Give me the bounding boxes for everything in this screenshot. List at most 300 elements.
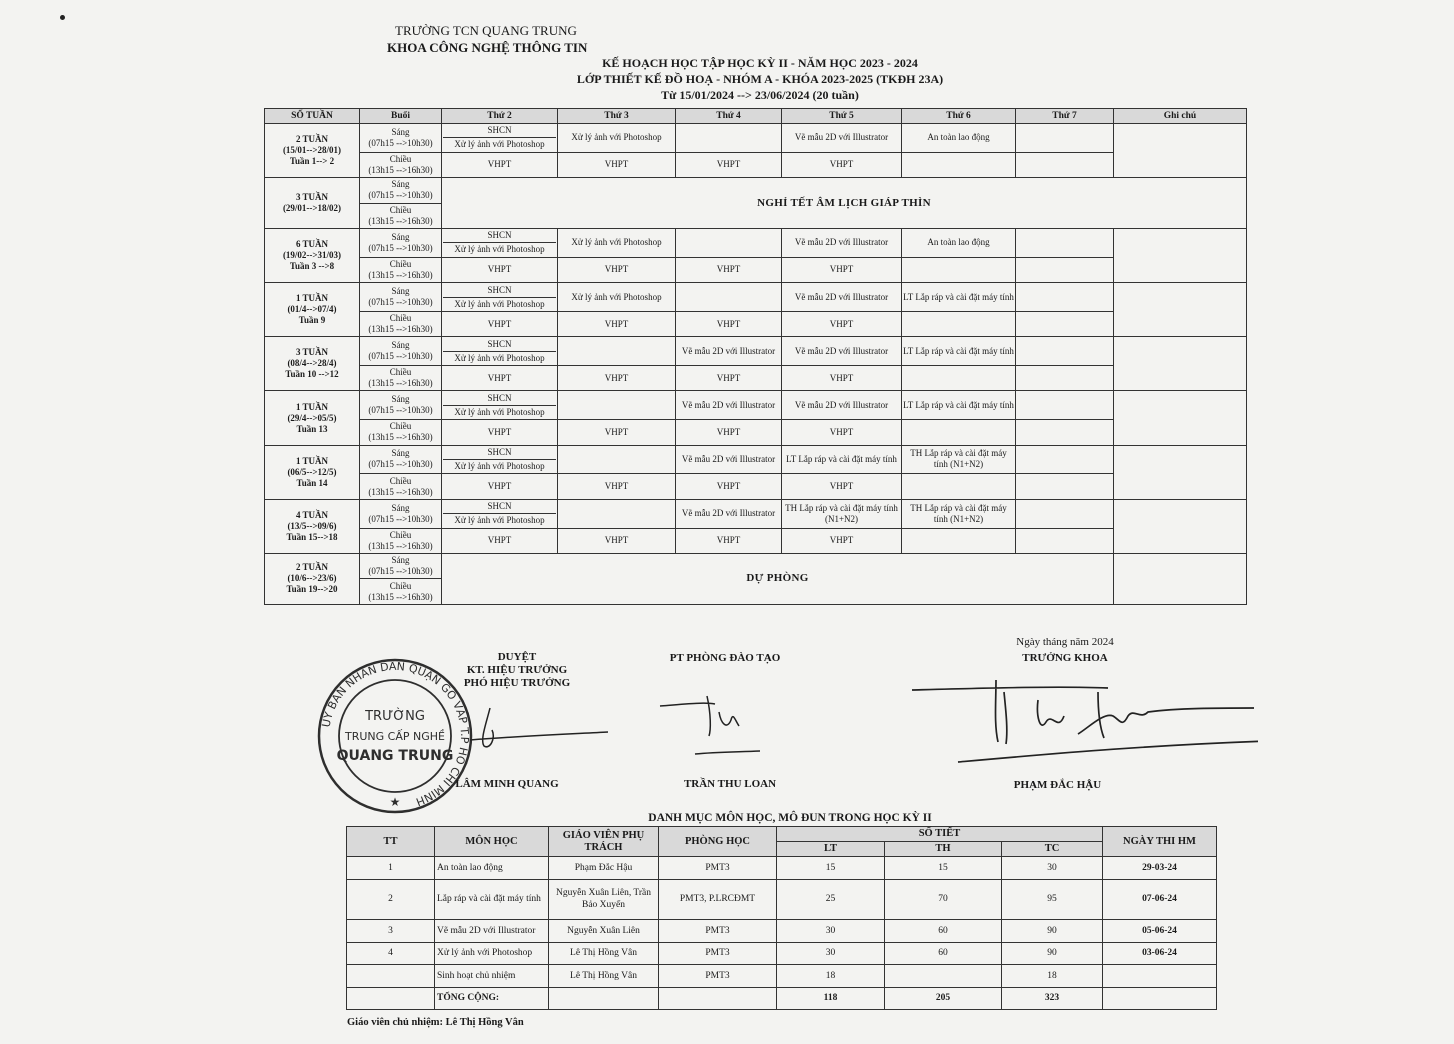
class-cell: VHPT — [558, 528, 676, 553]
col-header: Buổi — [360, 109, 442, 124]
approval-role: PHÓ HIỆU TRƯỞNG — [463, 677, 571, 689]
session-morning — [360, 283, 442, 312]
week-cell — [265, 337, 360, 391]
class-cell: LT Lắp ráp và cài đặt máy tính — [902, 337, 1016, 366]
week-line: 3 TUẦN — [295, 347, 329, 358]
subject-lt: 18 — [777, 965, 885, 988]
star-icon: ★ — [389, 795, 401, 809]
schedule-row — [265, 499, 1247, 528]
class-cell: An toàn lao động — [902, 229, 1016, 258]
session-time: (13h15 -->16h30) — [368, 432, 433, 443]
subject-row — [347, 857, 1217, 880]
subject-row — [347, 965, 1217, 988]
note-cell — [1114, 553, 1247, 604]
subject-tc: 90 — [1002, 942, 1103, 965]
approval-title: DUYỆT — [497, 651, 537, 663]
class-cell — [442, 337, 558, 366]
class-cell: VHPT — [558, 257, 676, 282]
session-morning — [360, 178, 442, 203]
subject-ngay: 29-03-24 — [1103, 857, 1217, 880]
class-cell: Xử lý ảnh với Photoshop — [558, 124, 676, 153]
session-time: (13h15 -->16h30) — [368, 486, 433, 497]
schedule-row — [265, 474, 1247, 499]
schedule-row — [265, 528, 1247, 553]
week-cell — [265, 445, 360, 499]
school-name: TRƯỜNG TCN QUANG TRUNG — [395, 23, 577, 38]
session-label: Chiều — [389, 475, 412, 486]
session-time: (07h15 -->10h30) — [368, 242, 433, 253]
col-header: TH — [885, 842, 1002, 857]
session-afternoon — [360, 366, 442, 391]
class-cell — [676, 283, 782, 312]
class-cell — [676, 229, 782, 258]
session-time: (07h15 -->10h30) — [368, 566, 433, 577]
subject-th: 15 — [885, 857, 1002, 880]
subject-lt: 15 — [777, 857, 885, 880]
class-title: LỚP THIẾT KẾ ĐỒ HOẠ - NHÓM A - KHÓA 2023-2025 (TKĐH 23A) — [576, 72, 944, 86]
class-cell: VHPT — [676, 474, 782, 499]
class-cell: VHPT — [442, 152, 558, 177]
training-office-title: PT PHÒNG ĐÀO TẠO — [669, 652, 781, 664]
class-cell: VHPT — [782, 311, 902, 336]
col-header: SỐ TIẾT — [777, 827, 1103, 842]
class-cell: VHPT — [558, 420, 676, 445]
week-line: Tuần 10 -->12 — [285, 369, 339, 380]
subject-tt: 1 — [347, 857, 435, 880]
stamp-line: TRƯỜNG — [365, 709, 425, 724]
week-line: Tuần 15-->18 — [286, 531, 338, 542]
subject-lt: 30 — [777, 920, 885, 943]
class-cell: VHPT — [676, 420, 782, 445]
session-time: (13h15 -->16h30) — [368, 164, 433, 175]
subject-ngay: 07-06-24 — [1103, 879, 1217, 920]
class-cell: VHPT — [782, 366, 902, 391]
week-line: Tuần 9 — [298, 315, 326, 326]
week-line: 4 TUẦN — [295, 509, 329, 520]
subject-phong: PMT3 — [659, 942, 777, 965]
date-range: Từ 15/01/2024 --> 23/06/2024 (20 tuần) — [661, 88, 859, 102]
class-cell — [442, 445, 558, 474]
subject-row — [347, 920, 1217, 943]
total-tc: 323 — [1002, 987, 1103, 1010]
class-cell: VHPT — [676, 311, 782, 336]
session-time: (13h15 -->16h30) — [368, 215, 433, 226]
session-morning — [360, 229, 442, 258]
schedule-row — [265, 152, 1247, 177]
subject-mon: An toàn lao động — [435, 857, 549, 880]
schedule-header-row — [265, 109, 1247, 124]
subject-tc: 95 — [1002, 879, 1103, 920]
class-item: SHCN — [443, 339, 556, 352]
week-line: 3 TUẦN — [295, 192, 329, 203]
session-label: Sáng — [391, 179, 410, 190]
class-cell: Xử lý ảnh với Photoshop — [558, 229, 676, 258]
col-header: Thứ 3 — [558, 109, 676, 124]
col-header: LT — [777, 842, 885, 857]
schedule-row — [265, 178, 1247, 203]
class-cell: VHPT — [676, 528, 782, 553]
session-label: Chiều — [389, 367, 412, 378]
subject-gv: Nguyễn Xuân Liên — [549, 920, 659, 943]
schedule-row — [265, 257, 1247, 282]
subject-mon: Vẽ mẫu 2D với Illustrator — [435, 920, 549, 943]
session-morning — [360, 445, 442, 474]
note-cell — [1114, 337, 1247, 391]
subjects-table — [346, 826, 1217, 1010]
class-cell — [1016, 311, 1114, 336]
session-morning — [360, 391, 442, 420]
week-line: 1 TUẦN — [295, 401, 329, 412]
class-cell — [902, 420, 1016, 445]
subject-tt: 4 — [347, 942, 435, 965]
class-cell: VHPT — [676, 366, 782, 391]
dean-signature — [908, 672, 1258, 772]
week-line: Tuần 3 -->8 — [289, 261, 335, 272]
total-lt: 118 — [777, 987, 885, 1010]
class-item: SHCN — [443, 447, 556, 460]
session-time: (07h15 -->10h30) — [368, 405, 433, 416]
table-cell — [347, 987, 435, 1010]
subjects-header-row — [347, 827, 1217, 842]
class-cell: Vẽ mẫu 2D với Illustrator — [782, 229, 902, 258]
class-cell: VHPT — [558, 311, 676, 336]
total-row — [347, 987, 1217, 1010]
subject-lt: 25 — [777, 879, 885, 920]
class-cell: An toàn lao động — [902, 124, 1016, 153]
class-cell — [558, 337, 676, 366]
session-time: (07h15 -->10h30) — [368, 137, 433, 148]
approver-signature — [460, 700, 620, 760]
session-label: Chiều — [389, 204, 412, 215]
session-morning — [360, 124, 442, 153]
class-item: Xử lý ảnh với Photoshop — [454, 460, 545, 471]
week-line: Tuần 1--> 2 — [289, 156, 335, 167]
schedule-row — [265, 553, 1247, 578]
class-cell: Xử lý ảnh với Photoshop — [558, 283, 676, 312]
session-afternoon — [360, 203, 442, 228]
class-cell — [1016, 499, 1114, 528]
approver-name: LÂM MINH QUANG — [455, 778, 559, 790]
week-line: 1 TUẦN — [295, 293, 329, 304]
session-afternoon — [360, 474, 442, 499]
subject-row — [347, 942, 1217, 965]
col-header: PHÒNG HỌC — [659, 827, 777, 857]
session-label: Chiều — [389, 153, 412, 164]
session-afternoon — [360, 311, 442, 336]
subject-gv: Nguyễn Xuân Liên, Trần Bảo Xuyến — [549, 879, 659, 920]
note-cell — [1114, 229, 1247, 283]
class-cell — [558, 445, 676, 474]
schedule-table — [264, 108, 1247, 605]
subject-th: 60 — [885, 920, 1002, 943]
schedule-row — [265, 391, 1247, 420]
session-afternoon — [360, 579, 442, 605]
week-cell — [265, 178, 360, 229]
subject-row — [347, 879, 1217, 920]
subject-tc: 18 — [1002, 965, 1103, 988]
class-cell: Vẽ mẫu 2D với Illustrator — [676, 499, 782, 528]
session-afternoon — [360, 257, 442, 282]
schedule-row — [265, 124, 1247, 153]
subject-phong: PMT3, P.LRCĐMT — [659, 879, 777, 920]
subject-tc: 90 — [1002, 920, 1103, 943]
class-cell: VHPT — [676, 152, 782, 177]
session-time: (07h15 -->10h30) — [368, 297, 433, 308]
class-cell — [1016, 337, 1114, 366]
col-header: Thứ 7 — [1016, 109, 1114, 124]
week-line: (13/5-->09/6) — [287, 520, 337, 531]
subject-tt: 3 — [347, 920, 435, 943]
week-line: (15/01-->28/01) — [282, 145, 342, 156]
week-cell — [265, 229, 360, 283]
session-morning — [360, 337, 442, 366]
schedule-row — [265, 311, 1247, 336]
note-cell — [1114, 124, 1247, 178]
col-header: GIÁO VIÊN PHỤ TRÁCH — [549, 827, 659, 857]
class-cell: TH Lắp ráp và cài đặt máy tính (N1+N2) — [902, 445, 1016, 474]
note-cell — [1114, 391, 1247, 445]
class-item: Xử lý ảnh với Photoshop — [454, 244, 545, 255]
session-label: Sáng — [391, 502, 410, 513]
subject-phong: PMT3 — [659, 857, 777, 880]
faculty-name: KHOA CÔNG NGHỆ THÔNG TIN — [387, 40, 588, 55]
week-line: (08/4-->28/4) — [287, 358, 337, 369]
week-line: 6 TUẦN — [295, 239, 329, 250]
week-line: (29/01-->18/02) — [282, 203, 342, 214]
session-time: (13h15 -->16h30) — [368, 269, 433, 280]
col-header: NGÀY THI HM — [1103, 827, 1217, 857]
subject-ngay — [1103, 965, 1217, 988]
subject-mon: Sinh hoạt chủ nhiệm — [435, 965, 549, 988]
class-cell — [1016, 420, 1114, 445]
class-cell — [442, 229, 558, 258]
class-cell — [902, 474, 1016, 499]
total-label: TỔNG CỘNG: — [435, 987, 549, 1010]
class-cell: Vẽ mẫu 2D với Illustrator — [782, 124, 902, 153]
note-cell — [1114, 283, 1247, 337]
col-header: MÔN HỌC — [435, 827, 549, 857]
note-cell — [1114, 445, 1247, 499]
session-label: Sáng — [391, 394, 410, 405]
table-cell — [659, 987, 777, 1010]
session-label: Chiều — [389, 313, 412, 324]
stamp-line: QUANG TRUNG — [336, 748, 454, 764]
col-header: Thứ 2 — [442, 109, 558, 124]
class-cell — [902, 152, 1016, 177]
schedule-row — [265, 283, 1247, 312]
class-cell — [558, 499, 676, 528]
class-cell — [902, 528, 1016, 553]
class-item: SHCN — [443, 125, 556, 138]
session-label: Sáng — [391, 286, 410, 297]
class-cell: Vẽ mẫu 2D với Illustrator — [782, 391, 902, 420]
class-cell: LT Lắp ráp và cài đặt máy tính — [902, 391, 1016, 420]
session-label: Sáng — [391, 231, 410, 242]
col-header: Thứ 6 — [902, 109, 1016, 124]
class-cell: Vẽ mẫu 2D với Illustrator — [782, 337, 902, 366]
class-cell — [442, 283, 558, 312]
class-cell: VHPT — [442, 311, 558, 336]
subject-phong: PMT3 — [659, 965, 777, 988]
training-office-name: TRẦN THU LOAN — [683, 778, 777, 790]
class-cell — [676, 124, 782, 153]
week-line: 2 TUẦN — [295, 134, 329, 145]
session-label: Sáng — [391, 555, 410, 566]
class-item: SHCN — [443, 501, 556, 514]
week-line: (06/5-->12/5) — [287, 466, 337, 477]
subject-th: 70 — [885, 879, 1002, 920]
class-cell — [1016, 366, 1114, 391]
week-cell — [265, 553, 360, 604]
class-cell: LT Lắp ráp và cài đặt máy tính — [902, 283, 1016, 312]
session-label: Chiều — [389, 258, 412, 269]
dean-name: PHẠM ĐẮC HẬU — [1013, 779, 1102, 791]
table-cell — [1103, 987, 1217, 1010]
class-item: SHCN — [443, 393, 556, 406]
subjects-title: DANH MỤC MÔN HỌC, MÔ ĐUN TRONG HỌC KỲ II — [648, 812, 932, 824]
subject-tt: 2 — [347, 879, 435, 920]
class-cell — [1016, 229, 1114, 258]
week-cell — [265, 391, 360, 445]
note-cell — [1114, 499, 1247, 553]
schedule-row — [265, 229, 1247, 258]
week-line: (19/02-->31/03) — [282, 250, 342, 261]
class-cell — [1016, 152, 1114, 177]
class-cell: VHPT — [442, 420, 558, 445]
session-morning — [360, 499, 442, 528]
session-label: Sáng — [391, 448, 410, 459]
session-label: Sáng — [391, 126, 410, 137]
session-time: (13h15 -->16h30) — [368, 378, 433, 389]
week-cell — [265, 283, 360, 337]
session-afternoon — [360, 528, 442, 553]
session-time: (07h15 -->10h30) — [368, 459, 433, 470]
scan-dot — [60, 15, 65, 20]
class-cell — [1016, 257, 1114, 282]
session-time: (13h15 -->16h30) — [368, 540, 433, 551]
subject-mon: Lắp ráp và cài đặt máy tính — [435, 879, 549, 920]
schedule-row — [265, 445, 1247, 474]
col-header: TC — [1002, 842, 1103, 857]
session-time: (13h15 -->16h30) — [368, 591, 433, 602]
subject-gv: Lê Thị Hồng Vân — [549, 965, 659, 988]
subject-phong: PMT3 — [659, 920, 777, 943]
class-item: Xử lý ảnh với Photoshop — [454, 515, 545, 526]
class-item: Xử lý ảnh với Photoshop — [454, 406, 545, 417]
merged-note: NGHỈ TẾT ÂM LỊCH GIÁP THÌN — [442, 178, 1247, 229]
total-th: 205 — [885, 987, 1002, 1010]
session-time: (07h15 -->10h30) — [368, 351, 433, 362]
subject-tc: 30 — [1002, 857, 1103, 880]
week-line: 2 TUẦN — [295, 562, 329, 573]
session-label: Chiều — [389, 529, 412, 540]
class-cell: VHPT — [442, 257, 558, 282]
session-time: (07h15 -->10h30) — [368, 190, 433, 201]
class-cell: VHPT — [676, 257, 782, 282]
class-item: Xử lý ảnh với Photoshop — [454, 298, 545, 309]
class-cell: VHPT — [558, 366, 676, 391]
class-cell: TH Lắp ráp và cài đặt máy tính (N1+N2) — [902, 499, 1016, 528]
session-label: Chiều — [389, 421, 412, 432]
class-cell — [1016, 445, 1114, 474]
table-cell — [549, 987, 659, 1010]
dean-title: TRƯỞNG KHOA — [1022, 652, 1108, 664]
class-cell: Vẽ mẫu 2D với Illustrator — [676, 391, 782, 420]
col-header: TT — [347, 827, 435, 857]
class-cell — [558, 391, 676, 420]
class-cell — [442, 124, 558, 153]
schedule-row — [265, 420, 1247, 445]
class-cell: Vẽ mẫu 2D với Illustrator — [676, 337, 782, 366]
class-cell: VHPT — [558, 152, 676, 177]
subject-mon: Xử lý ảnh với Photoshop — [435, 942, 549, 965]
week-line: (29/4-->05/5) — [287, 412, 337, 423]
schedule-row — [265, 337, 1247, 366]
class-item: SHCN — [443, 230, 556, 243]
class-cell: VHPT — [442, 366, 558, 391]
class-cell: VHPT — [782, 152, 902, 177]
class-cell: TH Lắp ráp và cài đặt máy tính (N1+N2) — [782, 499, 902, 528]
class-cell: VHPT — [782, 257, 902, 282]
class-cell: VHPT — [782, 420, 902, 445]
class-cell: VHPT — [442, 474, 558, 499]
class-item: Xử lý ảnh với Photoshop — [454, 139, 545, 150]
week-line: Tuần 14 — [296, 477, 328, 488]
subject-tt — [347, 965, 435, 988]
approval-subtitle: KT. HIỆU TRƯỞNG — [466, 664, 568, 676]
col-header: Ghi chú — [1114, 109, 1247, 124]
subject-gv: Phạm Đắc Hậu — [549, 857, 659, 880]
class-cell — [1016, 124, 1114, 153]
class-cell: VHPT — [558, 474, 676, 499]
training-office-signature — [655, 690, 775, 760]
class-cell — [902, 257, 1016, 282]
subject-ngay: 05-06-24 — [1103, 920, 1217, 943]
session-afternoon — [360, 152, 442, 177]
plan-title: KẾ HOẠCH HỌC TẬP HỌC KỲ II - NĂM HỌC 2023 - 2024 — [602, 56, 918, 70]
stamp-line: TRUNG CẤP NGHỀ — [345, 730, 445, 743]
session-label: Sáng — [391, 340, 410, 351]
class-cell — [442, 391, 558, 420]
session-time: (13h15 -->16h30) — [368, 324, 433, 335]
week-line: Tuần 19-->20 — [286, 584, 338, 595]
subject-ngay: 03-06-24 — [1103, 942, 1217, 965]
class-cell — [1016, 474, 1114, 499]
class-cell: Vẽ mẫu 2D với Illustrator — [782, 283, 902, 312]
subject-th — [885, 965, 1002, 988]
class-cell — [902, 311, 1016, 336]
col-header: Thứ 5 — [782, 109, 902, 124]
class-cell: Vẽ mẫu 2D với Illustrator — [676, 445, 782, 474]
stamp-outer-text: UỶ BAN NHÂN DÂN QUẬN GÒ VẤP T.P HỒ CHÍ MINH — [319, 659, 472, 809]
class-item: SHCN — [443, 285, 556, 298]
col-header: Thứ 4 — [676, 109, 782, 124]
week-line: (10/6-->23/6) — [287, 573, 337, 584]
session-time: (07h15 -->10h30) — [368, 513, 433, 524]
week-line: Tuần 13 — [296, 423, 328, 434]
week-line: 1 TUẦN — [295, 455, 329, 466]
class-cell: VHPT — [782, 528, 902, 553]
session-morning — [360, 553, 442, 578]
sign-date: Ngày tháng năm 2024 — [1016, 636, 1114, 648]
class-item: Xử lý ảnh với Photoshop — [454, 352, 545, 363]
col-header: SỐ TUẦN — [265, 109, 360, 124]
subject-lt: 30 — [777, 942, 885, 965]
class-cell — [442, 499, 558, 528]
class-cell — [1016, 391, 1114, 420]
subject-th: 60 — [885, 942, 1002, 965]
merged-note: DỰ PHÒNG — [442, 553, 1114, 604]
